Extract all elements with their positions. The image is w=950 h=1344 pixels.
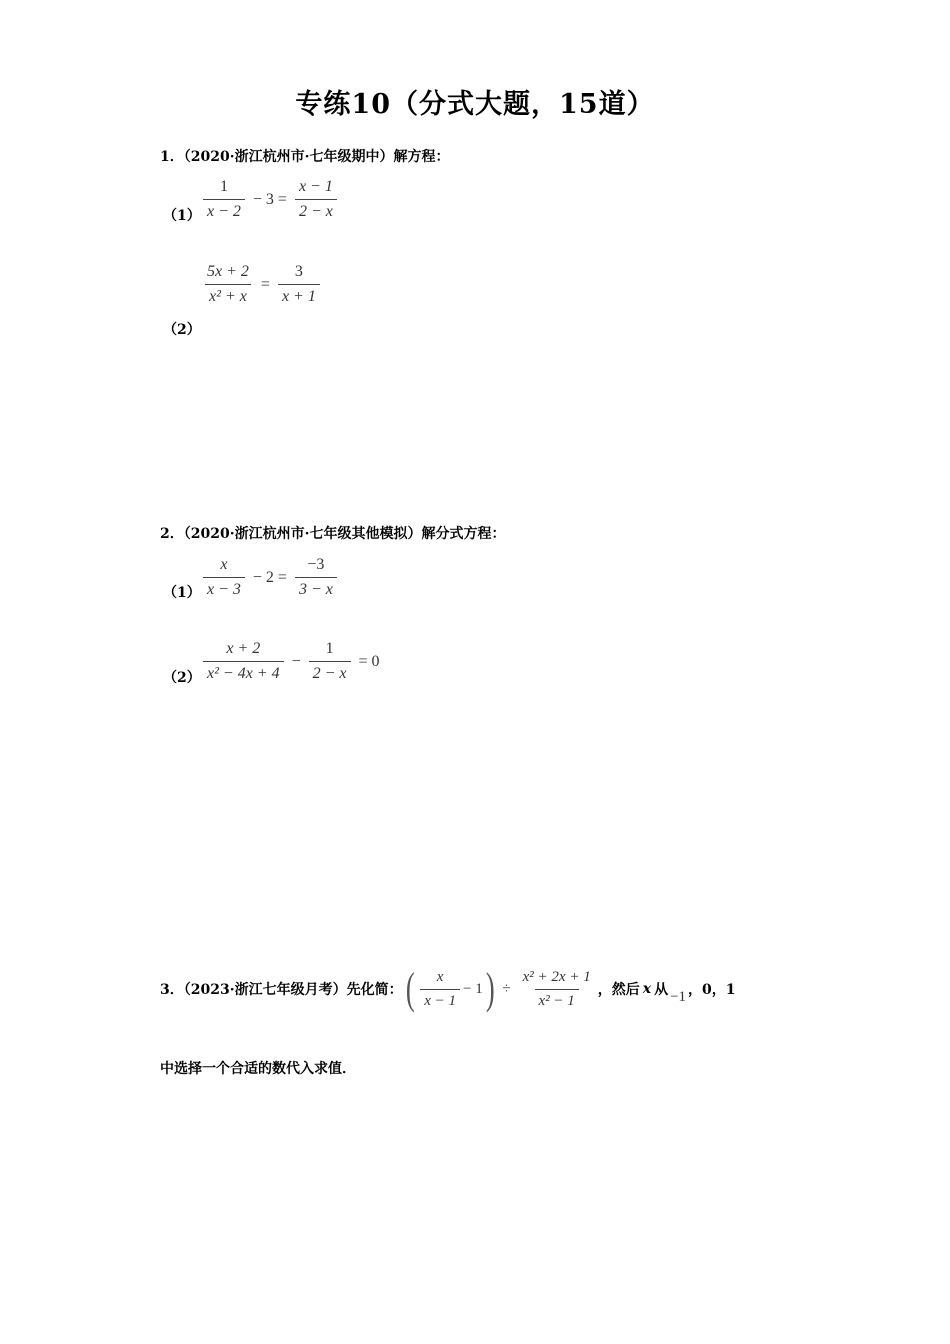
question-3-values: ，0，1 bbox=[688, 982, 736, 998]
fraction bbox=[420, 969, 460, 1010]
q2-part1-label: （1） bbox=[163, 585, 201, 601]
q1-part1-label: （1） bbox=[163, 208, 201, 224]
numerator: 1 bbox=[219, 178, 228, 195]
variable-x: x bbox=[642, 981, 652, 997]
numerator: −3 bbox=[307, 556, 325, 573]
numerator: 5x + 2 bbox=[207, 263, 249, 280]
question-3-line-2: 中选择一个合适的数代入求值． bbox=[160, 1061, 356, 1077]
fraction bbox=[295, 178, 337, 221]
numerator: x + 2 bbox=[226, 640, 261, 657]
operator: = bbox=[260, 275, 270, 293]
q3-expression bbox=[403, 964, 598, 1013]
denominator: x − 2 bbox=[203, 199, 245, 221]
denominator: x + 1 bbox=[278, 284, 320, 306]
operator: − bbox=[291, 652, 301, 670]
fraction bbox=[295, 556, 337, 599]
denominator: 3 − x bbox=[295, 577, 337, 599]
denominator: x² + x bbox=[205, 284, 251, 306]
operator: − 2 = bbox=[252, 568, 287, 586]
denominator: x − 1 bbox=[420, 989, 460, 1010]
fraction bbox=[203, 640, 284, 683]
numerator: 3 bbox=[294, 263, 303, 280]
numerator: x − 1 bbox=[298, 178, 333, 195]
q1-equation-1 bbox=[200, 178, 340, 221]
denominator: 2 − x bbox=[309, 661, 351, 683]
fraction bbox=[519, 969, 595, 1010]
question-3-from: 从 bbox=[654, 982, 669, 998]
q2-equation-1 bbox=[200, 556, 340, 599]
numerator: x bbox=[436, 968, 444, 985]
q2-part2-label: （2） bbox=[163, 670, 201, 686]
value-neg-one: −1 bbox=[670, 988, 687, 1005]
question-3-then: ，然后 bbox=[597, 982, 640, 998]
numerator: x² + 2x + 1 bbox=[522, 968, 591, 985]
page-title: 专练10（分式大题，15道） bbox=[295, 89, 655, 120]
right-paren: ) bbox=[485, 964, 495, 1013]
fraction bbox=[203, 178, 245, 221]
left-paren: ( bbox=[405, 964, 415, 1013]
question-3-line-1 bbox=[160, 964, 736, 1013]
q1-equation-2 bbox=[200, 263, 323, 306]
numerator: 1 bbox=[325, 640, 334, 657]
question-3-prefix: 3．（2023·浙江七年级月考）先化简： bbox=[160, 982, 403, 998]
question-1-header: 1．（2020·浙江杭州市·七年级期中）解方程： bbox=[160, 149, 450, 165]
q1-part2-label: （2） bbox=[163, 322, 201, 338]
numerator: x bbox=[220, 556, 228, 573]
denominator: 2 − x bbox=[295, 199, 337, 221]
operator: − 1 bbox=[463, 980, 483, 997]
fraction bbox=[203, 556, 245, 599]
operator: − 3 = bbox=[252, 190, 287, 208]
denominator: x² − 4x + 4 bbox=[203, 661, 284, 683]
divide-operator: ÷ bbox=[502, 980, 511, 997]
fraction bbox=[278, 263, 320, 306]
operator: = 0 bbox=[358, 652, 380, 670]
fraction bbox=[309, 640, 351, 683]
question-2-header: 2．（2020·浙江杭州市·七年级其他模拟）解分式方程： bbox=[160, 526, 506, 542]
denominator: x² − 1 bbox=[535, 989, 579, 1010]
denominator: x − 3 bbox=[203, 577, 245, 599]
fraction bbox=[203, 263, 253, 306]
q2-equation-2 bbox=[200, 640, 385, 683]
